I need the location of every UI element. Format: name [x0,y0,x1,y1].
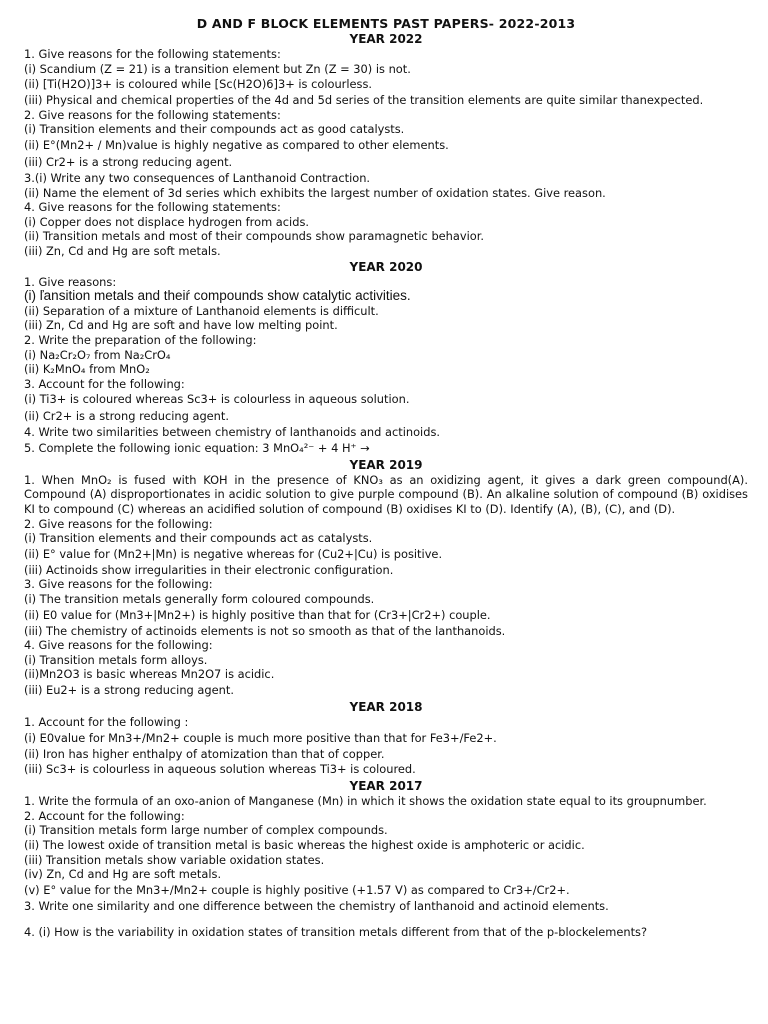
question-line: (ii) E0 value for (Mn3+|Mn2+) is highly positive than that for (Cr3+|Cr2+) couple. [24,607,491,622]
question-line: 3. Account for the following: [24,376,185,391]
question-line: (i) Copper does not displace hydrogen from acids. [24,214,309,229]
question-line: (ii) K₂MnO₄ from MnO₂ [24,362,150,377]
question-line: (i) E0value for Mn3+/Mn2+ couple is much more positive than that for Fe3+/Fe2+. [24,730,497,745]
year-section [24,260,748,457]
year-heading: YEAR 2019 [349,457,423,472]
question-line: (ii) Name the element of 3d series which exhibits the largest number of oxidation states. Give reason. [24,185,606,200]
question-line: (i) Na₂Cr₂O₇ from Na₂CrO₄ [24,347,171,362]
question-line: (i) ľansition metals and theiŕ compounds show catalytic activities. [24,288,411,304]
year-section [24,458,748,699]
question-line: 3. Write one similarity and one difference between the chemistry of lanthanoid and actinoid elements. [24,898,609,913]
year-heading: YEAR 2022 [349,32,423,46]
question-line: (iii) Zn, Cd and Hg are soft metals. [24,243,221,258]
question-line: 2. Write the preparation of the following: [24,332,257,347]
year-section [24,32,748,259]
question-line: 4. Write two similarities between chemistry of lanthanoids and actinoids. [24,425,441,440]
question-line: (iii) Zn, Cd and Hg are soft and have low melting point. [24,318,338,333]
question-line: 1. Give reasons: [24,274,117,289]
question-line: (i) Ti3+ is coloured whereas Sc3+ is colourless in aqueous solution. [24,392,410,407]
document-page [24,16,748,940]
year-heading: YEAR 2017 [349,779,423,794]
question-line: (ii) E° value for (Mn2+|Mn) is negative whereas for (Cu2+|Cu) is positive. [24,546,443,561]
question-line: 1. Give reasons for the following statements: [24,47,281,61]
spacer [24,913,748,925]
question-line: 3. Give reasons for the following: [24,577,213,592]
question-line: 5. Complete the following ionic equation: 3 MnO₄²⁻ + 4 H⁺ → [24,440,370,455]
question-line: (i) Transition metals form alloys. [24,652,208,667]
question-line: (iv) Zn, Cd and Hg are soft metals. [24,867,222,882]
question-line: (ii) Transition metals and most of their compounds show paramagnetic behavior. [24,229,485,244]
question-line: (iii) Transition metals show variable oxidation states. [24,852,325,867]
sections-container [24,32,748,940]
question-line: (i) Transition elements and their compounds act as catalysts. [24,531,373,546]
document-title: D AND F BLOCK ELEMENTS PAST PAPERS- 2022-2013 [196,16,576,31]
question-line: (iii) Sc3+ is colourless in aqueous solution whereas Ti3+ is coloured. [24,762,416,777]
question-line: (iii) The chemistry of actinoids elements is not so smooth as that of the lanthanoids. [24,623,506,638]
year-section [24,700,748,778]
question-line: (i) Transition metals form large number of complex compounds. [24,823,388,838]
question-line: 1. When MnO₂ is fused with KOH in the presence of KNO₃ as an oxidizing agent, it gives a dark green compound(A). Compound (A) disproportionates in acidic solution to give purple compound (B). An alkaline solution of compound (B) oxidises KI to compound (C) whereas an acidified solution of compound (B) oxidises KI to (D). Identify (A), (B), (C), and (D). [24,472,748,517]
question-line: (iii) Cr2+ is a strong reducing agent. [24,154,233,169]
question-line: (v) E° value for the Mn3+/Mn2+ couple is highly positive (+1.57 V) as compared to Cr3+/Cr2+. [24,882,570,897]
question-line: (ii) [Ti(H2O)]3+ is coloured while [Sc(H2O)6]3+ is colourless. [24,77,373,92]
year-heading: YEAR 2020 [349,259,423,274]
year-heading: YEAR 2018 [349,700,423,714]
question-line: (ii) E°(Mn2+ / Mn)value is highly negative as compared to other elements. [24,137,449,152]
question-line: (i) Scandium (Z = 21) is a transition element but Zn (Z = 30) is not. [24,61,411,76]
question-line: (ii) Cr2+ is a strong reducing agent. [24,409,229,424]
question-line: 2. Give reasons for the following statements: [24,107,281,122]
question-line: 1. Write the formula of an oxo-anion of Manganese (Mn) in which it shows the oxidation state equal to its groupnumber. [24,794,707,809]
question-line: 1. Account for the following : [24,715,189,729]
question-line: (ii) Iron has higher enthalpy of atomization than that of copper. [24,746,385,761]
question-line: (i) Transition elements and their compounds act as good catalysts. [24,122,405,137]
year-section [24,779,748,940]
question-line: 4. Give reasons for the following: [24,638,213,653]
question-line: (iii) Physical and chemical properties of the 4d and 5d series of the transition elements are quite similar thanexpected. [24,93,704,108]
question-line: 4. Give reasons for the following statements: [24,200,281,215]
question-line: (ii)Mn2O3 is basic whereas Mn2O7 is acidic. [24,667,275,682]
question-line: 2. Account for the following: [24,808,185,823]
question-line: (iii) Actinoids show irregularities in their electronic configuration. [24,562,394,577]
question-line: 2. Give reasons for the following: [24,516,213,531]
question-line: (i) The transition metals generally form coloured compounds. [24,592,375,607]
question-line: (iii) Eu2+ is a strong reducing agent. [24,683,234,697]
question-line: 4. (i) How is the variability in oxidation states of transition metals different from that of the p-blockelements? [24,925,648,940]
question-line: (ii) The lowest oxide of transition metal is basic whereas the highest oxide is amphoteric or acidic. [24,837,585,852]
question-line: 3.(i) Write any two consequences of Lanthanoid Contraction. [24,170,371,185]
question-line: (ii) Separation of a mixture of Lanthanoid elements is difficult. [24,303,379,318]
